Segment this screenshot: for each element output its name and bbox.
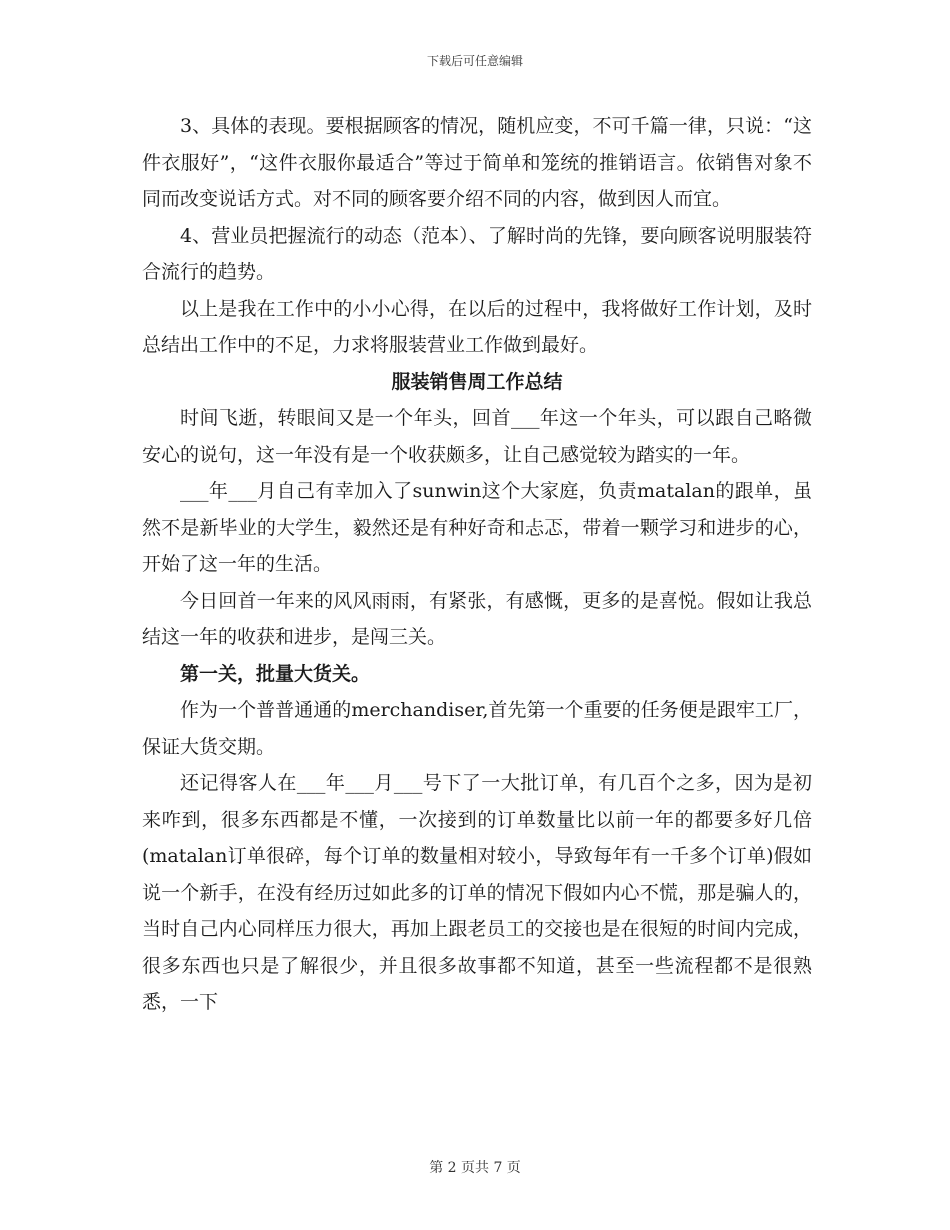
section-title: 服装销售周工作总结 bbox=[391, 370, 563, 393]
paragraph: ___年___月自己有幸加入了sunwin这个大家庭，负责matalan的跟单，虽然不是新毕业的大学生，毅然还是有种好奇和忐忑，带着一颗学习和进步的心，开始了这一年的生活。 bbox=[142, 480, 812, 575]
paragraph: 以上是我在工作中的小小心得，在以后的过程中，我将做好工作计划，及时总结出工作中的不足，力求将服装营业工作做到最好。 bbox=[142, 297, 812, 356]
document-body bbox=[142, 108, 812, 1021]
subheading: 第一关，批量大货关。 bbox=[180, 662, 371, 685]
paragraph: 作为一个普普通通的merchandiser,首先第一个重要的任务便是跟牢工厂，保证大货交期。 bbox=[142, 699, 812, 758]
paragraph: 还记得客人在___年___月___号下了一大批订单，有几百个之多，因为是初来咋到，很多东西都是不懂，一次接到的订单数量比以前一年的都要多好几倍(matalan订单很碎，每个订单的数量相对较小，导致每年有一千多个订单)假如说一个新手，在没有经历过如此多的订单的情况下假如内心不慌，那是骗人的，当时自己内心同样压力很大，再加上跟老员工的交接也是在很短的时间内完成，很多东西也只是了解很少，并且很多故事都不知道，甚至一些流程都不是很熟悉，一下 bbox=[142, 772, 812, 1013]
paragraph: 4、营业员把握流行的动态（范本）、了解时尚的先锋，要向顾客说明服装符合流行的趋势。 bbox=[142, 224, 812, 283]
paragraph: 3、具体的表现。要根据顾客的情况，随机应变，不可千篇一律，只说：“这件衣服好”，“这件衣服你最适合”等过于简单和笼统的推销语言。依销售对象不同而改变说话方式。对不同的顾客要介绍不同的内容，做到因人而宜。 bbox=[142, 115, 812, 210]
paragraph: 时间飞逝，转眼间又是一个年头，回首___年这一个年头，可以跟自己略微安心的说句，这一年没有是一个收获颇多，让自己感觉较为踏实的一年。 bbox=[142, 407, 812, 466]
page-footer: 第 2 页共 7 页 bbox=[429, 1160, 521, 1176]
page-header: 下载后可任意编辑 bbox=[426, 54, 523, 68]
paragraph: 今日回首一年来的风风雨雨，有紧张，有感慨，更多的是喜悦。假如让我总结这一年的收获和进步，是闯三关。 bbox=[142, 589, 812, 648]
